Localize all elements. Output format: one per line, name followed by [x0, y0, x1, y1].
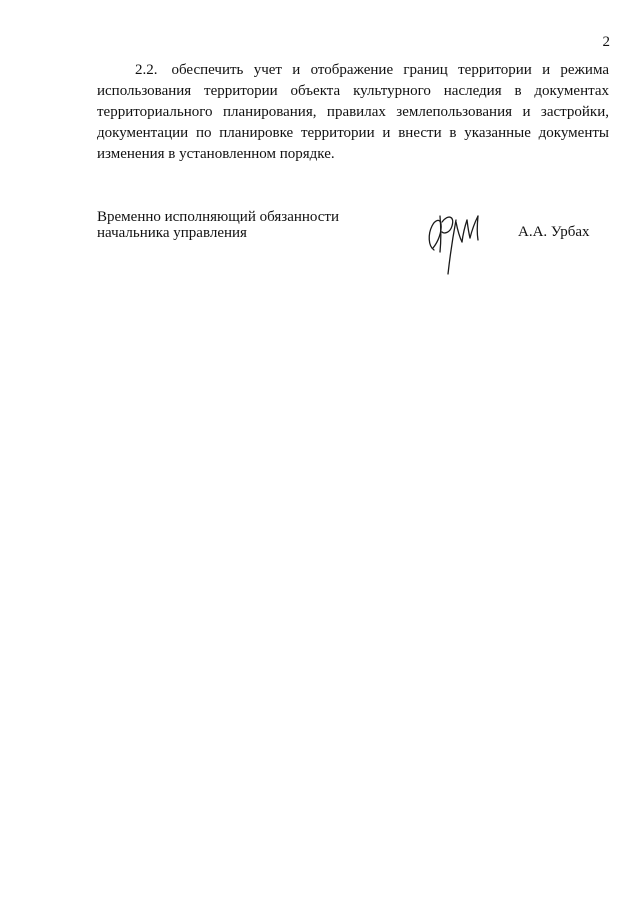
clause-number: 2.2.: [135, 62, 158, 78]
clause-text-line-1: обеспечить учет и отображение границ территории и режима: [171, 62, 609, 78]
signer-name: А.А. Урбах: [518, 224, 590, 240]
clause-line-1: [97, 60, 609, 81]
signer-position-line-2: начальника управления: [97, 225, 247, 241]
page-number: 2: [602, 34, 610, 50]
clause-text-line-2: использования территории объекта культурного наследия в документах: [97, 83, 609, 99]
clause-text-line-5: изменения в установленном порядке.: [97, 146, 335, 162]
signer-position-line-1: Временно исполняющий обязанности: [97, 209, 340, 225]
clause-text-line-4: документации по планировке территории и внести в указанные документы: [97, 125, 609, 141]
clause-2-2: [97, 60, 609, 165]
clause-text-line-3: территориального планирования, правилах землепользования и застройки,: [97, 104, 609, 120]
handwritten-signature-icon: [420, 206, 490, 278]
signer-position: [97, 209, 339, 241]
